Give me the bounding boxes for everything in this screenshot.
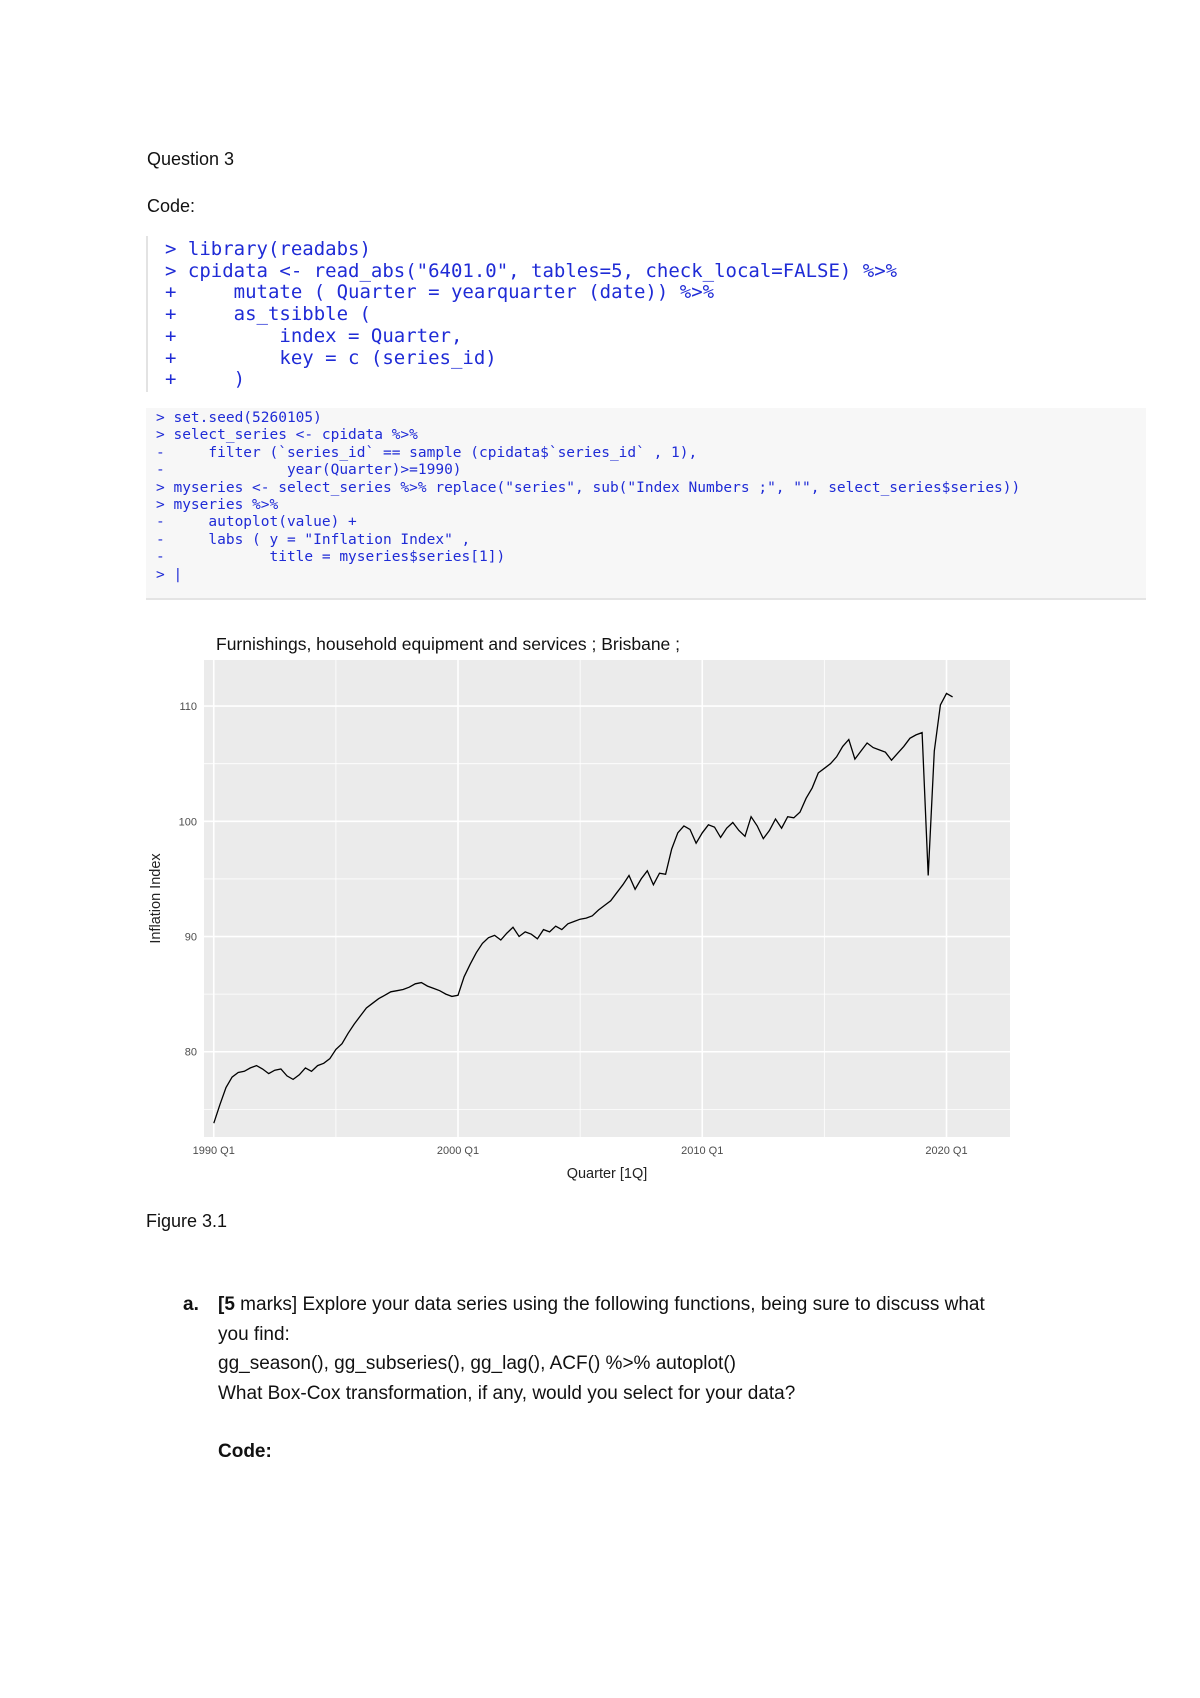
question-a-line-3: gg_season(), gg_subseries(), gg_lag(), ACF() %>% autoplot() [218, 1353, 736, 1374]
y-tick-label: 100 [178, 816, 197, 829]
x-tick-label: 1990 Q1 [192, 1145, 235, 1157]
chart-title: Furnishings, household equipment and services ; Brisbane ; [216, 634, 681, 654]
x-tick-label: 2000 Q1 [436, 1145, 480, 1157]
question-title: Question 3 [147, 149, 235, 169]
inflation-line-chart [140, 616, 1080, 1186]
code-label: Code: [147, 196, 196, 216]
code-text-1: > library(readabs) > cpidata <- read_abs("6401.0", tables=5, check_local=FALSE) %>% + mutate ( Quarter = yearquarter (date)) %>% + as_tsibble ( + index = Quarter, + key = c (series_id) + ) [165, 238, 898, 391]
marks-bold: [5 [218, 1294, 235, 1315]
x-tick-label: 2010 Q1 [681, 1145, 724, 1157]
y-axis-ticks [179, 701, 197, 1059]
code-block-console-1 [146, 236, 1148, 392]
y-tick-label: 90 [184, 931, 197, 944]
y-axis-label: Inflation Index [148, 853, 164, 944]
x-tick-label: 2020 Q1 [925, 1145, 968, 1157]
question-a-label: a. [183, 1294, 199, 1315]
question-a-code-label: Code: [218, 1441, 272, 1462]
plot-panel [204, 660, 1010, 1137]
question-a-line-1: marks] Explore your data series using the following functions, being sure to discuss what [234, 1294, 985, 1315]
y-tick-label: 80 [184, 1046, 197, 1059]
figure-caption: Figure 3.1 [146, 1211, 228, 1231]
y-tick-label: 110 [179, 701, 197, 714]
x-axis-ticks [193, 1145, 968, 1157]
code-text-2: > set.seed(5260105) > select_series <- cpidata %>% - filter (`series_id` == sample (cpidata$`series_id` , 1), - year(Quarter)>=1990) > myseries <- select_series %>% replace("series", sub("Index Numbers ;", "", select_series$series)) > myseries %>% - autoplot(value) + - labs ( y = "Inflation Index" , - title = myseries$series[1]) > | [156, 410, 1021, 583]
question-a-line-2: you find: [218, 1323, 290, 1345]
x-axis-label: Quarter [1Q] [566, 1166, 648, 1182]
code-block-console-2 [146, 408, 1146, 600]
question-a-line-4: What Box-Cox transformation, if any, would you select for your data? [218, 1382, 796, 1404]
question-a [184, 1290, 1098, 1467]
